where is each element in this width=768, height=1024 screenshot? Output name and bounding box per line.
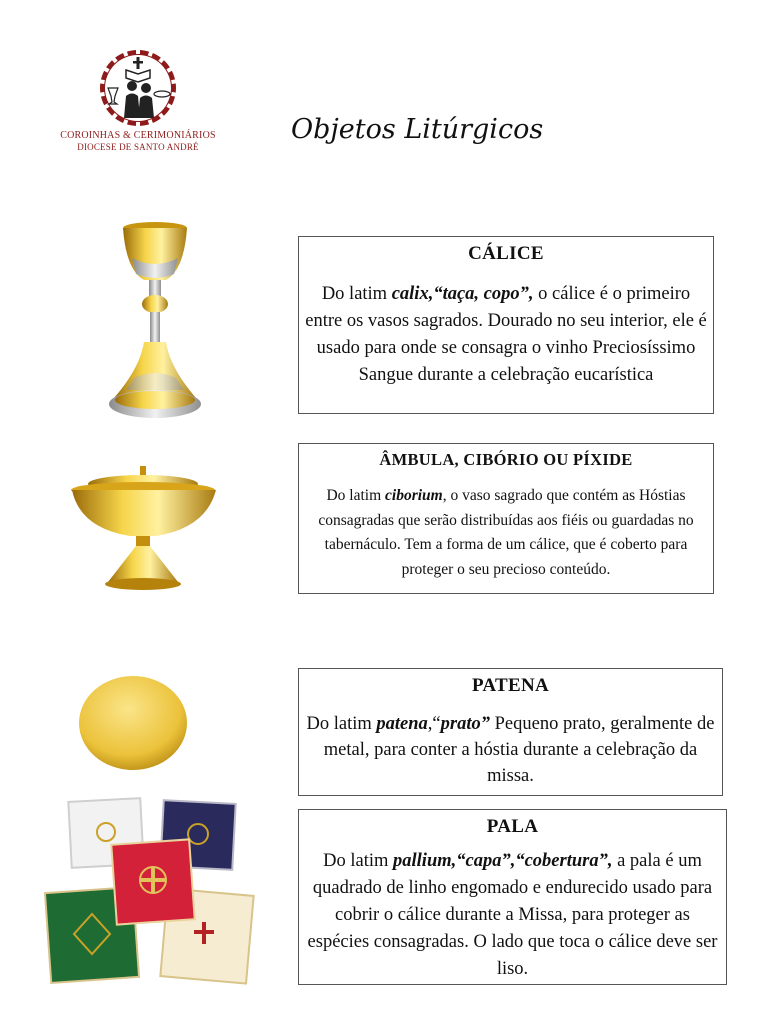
pall-icon [44, 796, 256, 988]
ciborium-icon [70, 466, 220, 592]
pala-box [298, 809, 727, 985]
patena-description: Do latim patena,“prato” Pequeno prato, geralmente de metal, para conter a hóstia durante a celebração da missa. [306, 714, 715, 786]
pala-description: Do latim pallium,“capa”,“cobertura”, a pala é um quadrado de linho engomado e endurecido usado para cobrir o cálice durante a Missa, para proteger as espécies consagradas. O lado que toca o cálice deve ser liso. [307, 851, 718, 979]
paten-icon [78, 674, 188, 772]
logo-text-line1: COROINHAS & CERIMONIÁRIOS [60, 130, 216, 141]
ambula-description: Do latim ciborium, o vaso sagrado que contém as Hóstias consagradas que serão distribuídas aos fiéis ou guardadas no tabernáculo. Tem a forma de um cálice, que é coberto para proteger o seu precioso conteúdo. [318, 487, 694, 578]
chalice-icon [104, 218, 204, 434]
pall-image [44, 796, 256, 988]
calice-title: CÁLICE [468, 243, 544, 264]
ambula-title: ÂMBULA, CIBÓRIO OU PÍXIDE [379, 450, 633, 469]
logo-emblem-icon [58, 48, 218, 130]
calice-description: Do latim calix,“taça, copo”, o cálice é o primeiro entre os vasos sagrados. Dourado no seu interior, ele é usado para onde se consagra o vinho Preciosíssimo Sangue durante a celebração eucarística [305, 284, 707, 385]
pala-title: PALA [486, 816, 539, 837]
ciborium-image [70, 466, 220, 592]
page-title: Objetos Litúrgicos [291, 114, 544, 145]
logo [58, 48, 218, 158]
paten-image [78, 674, 188, 772]
logo-text-line2: DIOCESE DE SANTO ANDRÉ [77, 142, 199, 152]
patena-title: PATENA [471, 675, 550, 696]
chalice-image [104, 218, 204, 434]
calice-box [298, 236, 714, 414]
patena-box [298, 668, 723, 796]
ambula-box [298, 443, 714, 594]
